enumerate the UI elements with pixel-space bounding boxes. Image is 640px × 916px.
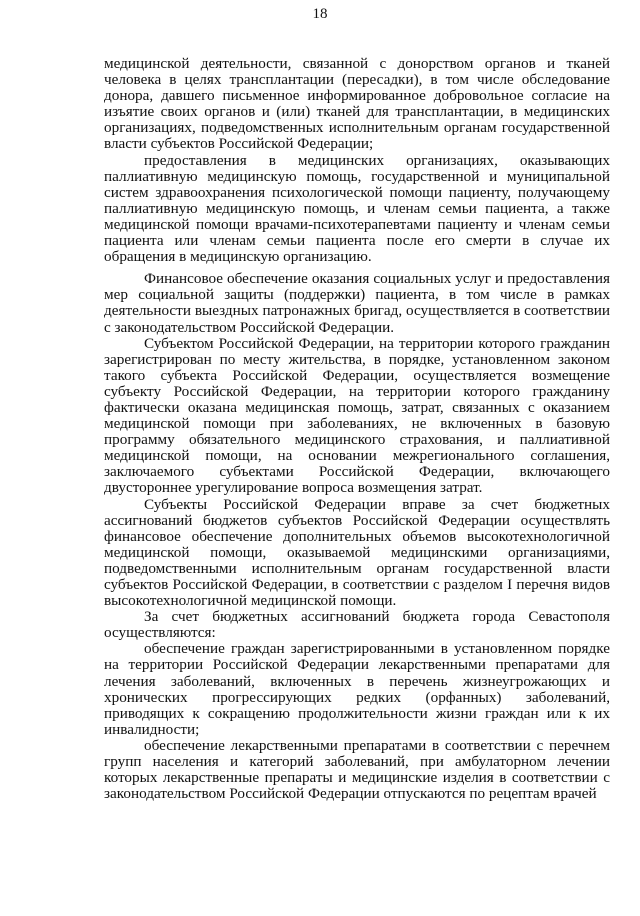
paragraph: Финансовое обеспечение оказания социальных услуг и предоставления мер социальной защиты (поддержки) пациента, в том числе в рамках деятельности выездных патронажных бригад, осуществляется в соответствии с законодательством Российской Федерации.: [104, 270, 610, 336]
paragraph: Субъектом Российской Федерации, на территории которого гражданин зарегистрирован по месту жительства, в порядке, установленном законом такого субъекта Российской Федерации, осуществляется возмещение субъекту Российской Федерации, на территории которого гражданину фактически оказана медицинская помощь, затрат, связанных с оказанием медицинской помощи при заболеваниях, не включенных в базовую программу обязательного медицинского страхования, и паллиативной медицинской помощи, на основании межрегионального соглашения, заключаемого субъектами Российской Федерации, включающего двустороннее урегулирование вопроса возмещения затрат.: [104, 334, 610, 497]
paragraph: предоставления в медицинских организациях, оказывающих паллиативную медицинскую помощь, государственной и муниципальной систем здравоохранения психологической помощи пациенту, получающему паллиативную медицинскую помощь, и членам семьи пациента, а также медицинской помощи врачами-психотерапевтами пациенту и членам семьи пациента или членам семьи пациента после его смерти в случае их обращения в медицинскую организацию.: [104, 151, 610, 266]
paragraph: За счет бюджетных ассигнований бюджета города Севастополя осуществляются:: [104, 608, 610, 642]
paragraph-continuation: медицинской деятельности, связанной с донорством органов и тканей человека в целях трансплантации (пересадки), в том числе обследование донора, давшего письменное информированное добровольное согласие на изъятие своих органов и (или) тканей для трансплантации, в медицинских организациях, подведомственных исполнительным органам государственной власти субъектов Российской Федерации;: [104, 55, 610, 153]
page-number: 18: [312, 6, 328, 22]
document-body: [104, 56, 610, 802]
paragraph: обеспечение лекарственными препаратами в соответствии с перечнем групп населения и категорий заболеваний, при амбулаторном лечении которых лекарственные препараты и медицинские изделия в соответствии с законодательством Российской Федерации отпускаются по рецептам врачей: [104, 736, 610, 803]
paragraph: обеспечение граждан зарегистрированными в установленном порядке на территории Российской Федерации лекарственными препаратами для лечения заболеваний, включенных в перечень жизнеугрожающих и хронических прогрессирующих редких (орфанных) заболеваний, приводящих к сокращению продолжительности жизни граждан или к их инвалидности;: [104, 640, 610, 738]
paragraph: Субъекты Российской Федерации вправе за счет бюджетных ассигнований бюджетов субъектов Российской Федерации осуществлять финансовое обеспечение дополнительных объемов высокотехнологичной медицинской помощи, оказываемой медицинскими организациями, подведомственными исполнительным органам государственной власти субъектов Российской Федерации, в соответствии с разделом I перечня видов высокотехнологичной медицинской помощи.: [104, 495, 610, 610]
